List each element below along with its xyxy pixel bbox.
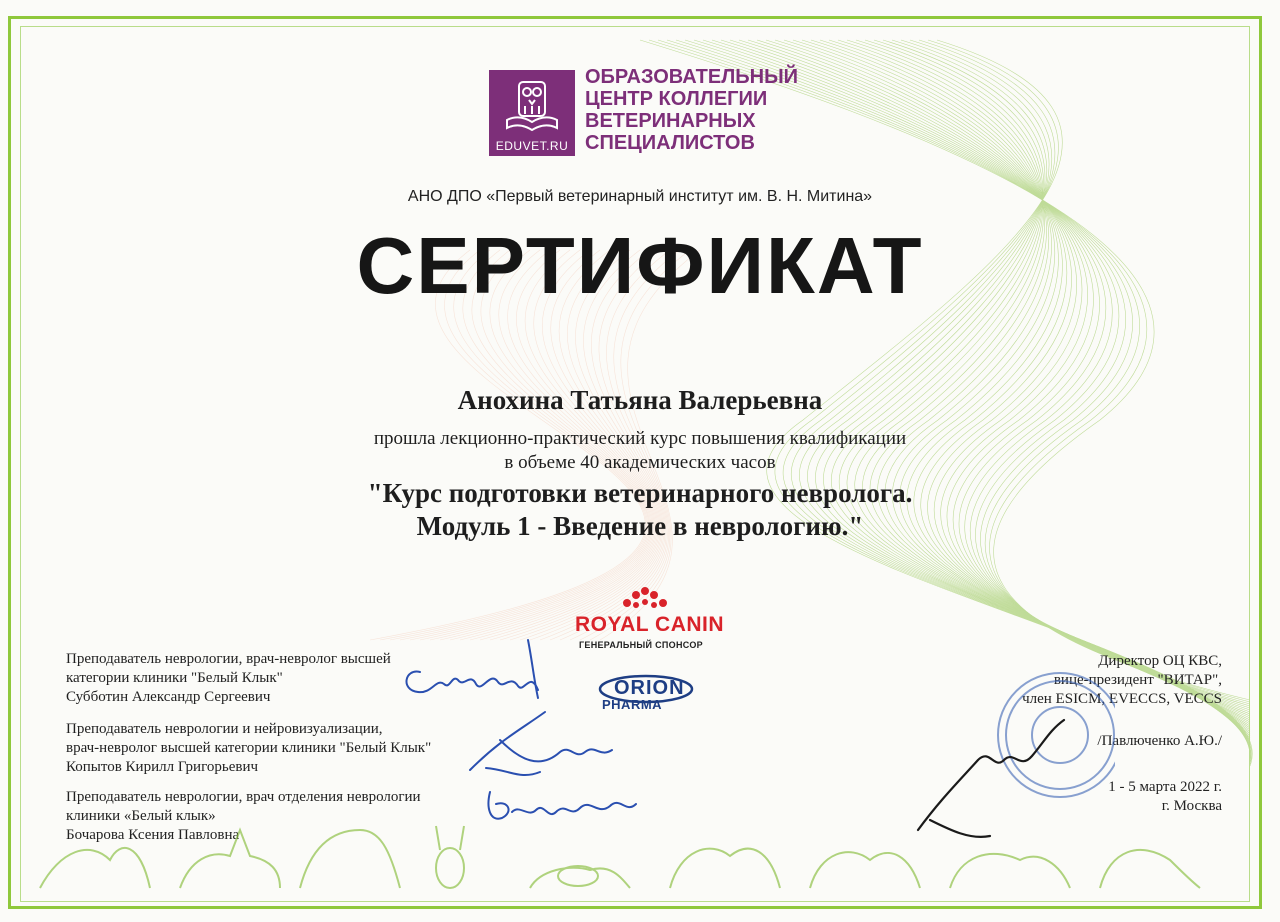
orion-logo: ORION [614,677,685,699]
teacher-name: Копытов Кирилл Григорьевич [66,759,259,775]
logo-line: ЦЕНТР КОЛЛЕГИИ [585,88,768,110]
logo-site-label: EDUVET.RU [495,139,569,153]
orion-pharma-label: PHARMA [602,697,663,712]
logo-line: СПЕЦИАЛИСТОВ [585,132,755,154]
teacher-name: Бочарова Ксения Павловна [66,827,240,843]
recipient-name: Анохина Татьяна Валерьевна [457,385,823,415]
issue-city: г. Москва [1161,798,1222,814]
director-signature-name: /Павлюченко А.Ю./ [1097,733,1222,749]
logo-line: ОБРАЗОВАТЕЛЬНЫЙ [585,66,799,88]
director-title: Директор ОЦ КВС, [1098,653,1222,669]
teacher-title: Преподаватель неврологии, врач-невролог высшей [66,651,391,667]
teacher-name: Субботин Александр Сергеевич [66,689,271,705]
issue-date: 1 - 5 марта 2022 г. [1108,779,1222,795]
signature-subbotin [406,640,538,698]
teacher-title: врач-невролог высшей категории клиники "Белый Клык" [66,740,432,756]
course-title-line: Модуль 1 - Введение в неврологию." [416,511,864,541]
director-title: вице-президент "ВИТАР", [1053,672,1222,688]
teacher-title: Преподаватель неврологии, врач отделения неврологии [66,789,421,805]
teacher-title: Преподаватель неврологии и нейровизуализации, [66,721,383,737]
certificate-title: СЕРТИФИКАТ [356,221,924,310]
general-sponsor-caption: ГЕНЕРАЛЬНЫЙ СПОНСОР [579,640,703,650]
course-title-line: "Курс подготовки ветеринарного невролога. [367,478,913,508]
course-description-line: в объеме 40 академических часов [504,452,776,473]
animal-silhouettes-decoration [30,760,1210,890]
royal-canin-logo: ROYAL CANIN [575,613,725,636]
course-description-line: прошла лекционно-практический курс повышения квалификации [373,428,907,449]
institute-name: АНО ДПО «Первый ветеринарный институт им. В. Н. Митина» [407,188,873,205]
teacher-title: категории клиники "Белый Клык" [66,670,283,686]
director-title: член ESICM, EVECCS, VECCS [1022,691,1222,707]
teacher-title: клиники «Белый клык» [66,808,216,824]
logo-line: ВЕТЕРИНАРНЫХ [585,110,756,132]
